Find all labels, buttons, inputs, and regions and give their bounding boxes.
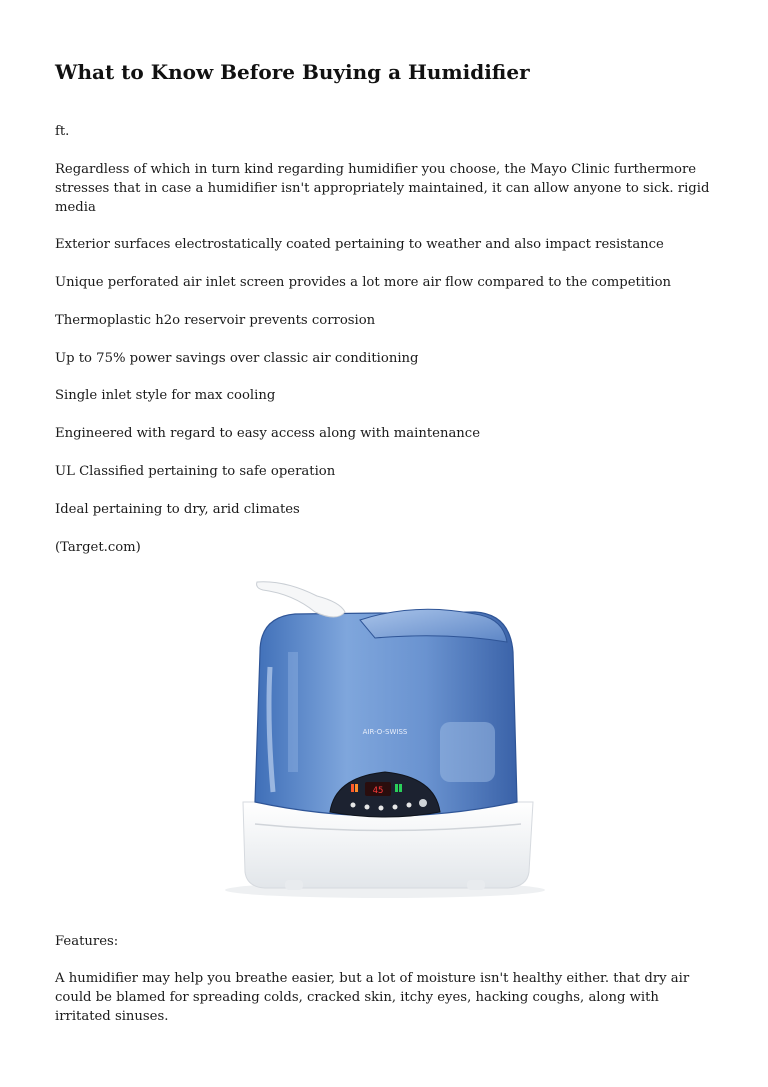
paragraph: Ideal pertaining to dry, arid climates [55, 502, 300, 517]
page-title: What to Know Before Buying a Humidifier [55, 60, 530, 84]
paragraph: Thermoplastic h2o reservoir prevents corrosion [55, 313, 376, 328]
brand-label: AIR-O-SWISS [362, 728, 408, 736]
paragraph: UL Classified pertaining to safe operation [55, 464, 336, 479]
paragraph: Engineered with regard to easy access along with maintenance [55, 426, 480, 441]
paragraph: Single inlet style for max cooling [55, 388, 276, 403]
paragraph: ft. [55, 124, 70, 139]
paragraph: Up to 75% power savings over classic air conditioning [55, 351, 419, 366]
paragraph: Regardless of which in turn kind regarding humidifier you choose, the Mayo Clinic furthermore stresses that in case a humidifier isn't appropriately maintained, it can allow anyone to sick. rigid media [55, 162, 710, 215]
humidity-display: 45 [372, 786, 384, 796]
humidifier-photo [55, 572, 713, 902]
humidifier-illustration [55, 572, 713, 902]
features-heading: Features: [55, 934, 119, 949]
paragraph: A humidifier may help you breathe easier, but a lot of moisture isn't healthy either. that dry air could be blamed for spreading colds, cracked skin, itchy eyes, hacking coughs, along with irritated sinuses. [55, 971, 690, 1024]
paragraph: (Target.com) [55, 540, 141, 555]
paragraph: Exterior surfaces electrostatically coated pertaining to weather and also impact resistance [55, 237, 664, 252]
paragraph: Unique perforated air inlet screen provides a lot more air flow compared to the competition [55, 275, 672, 290]
